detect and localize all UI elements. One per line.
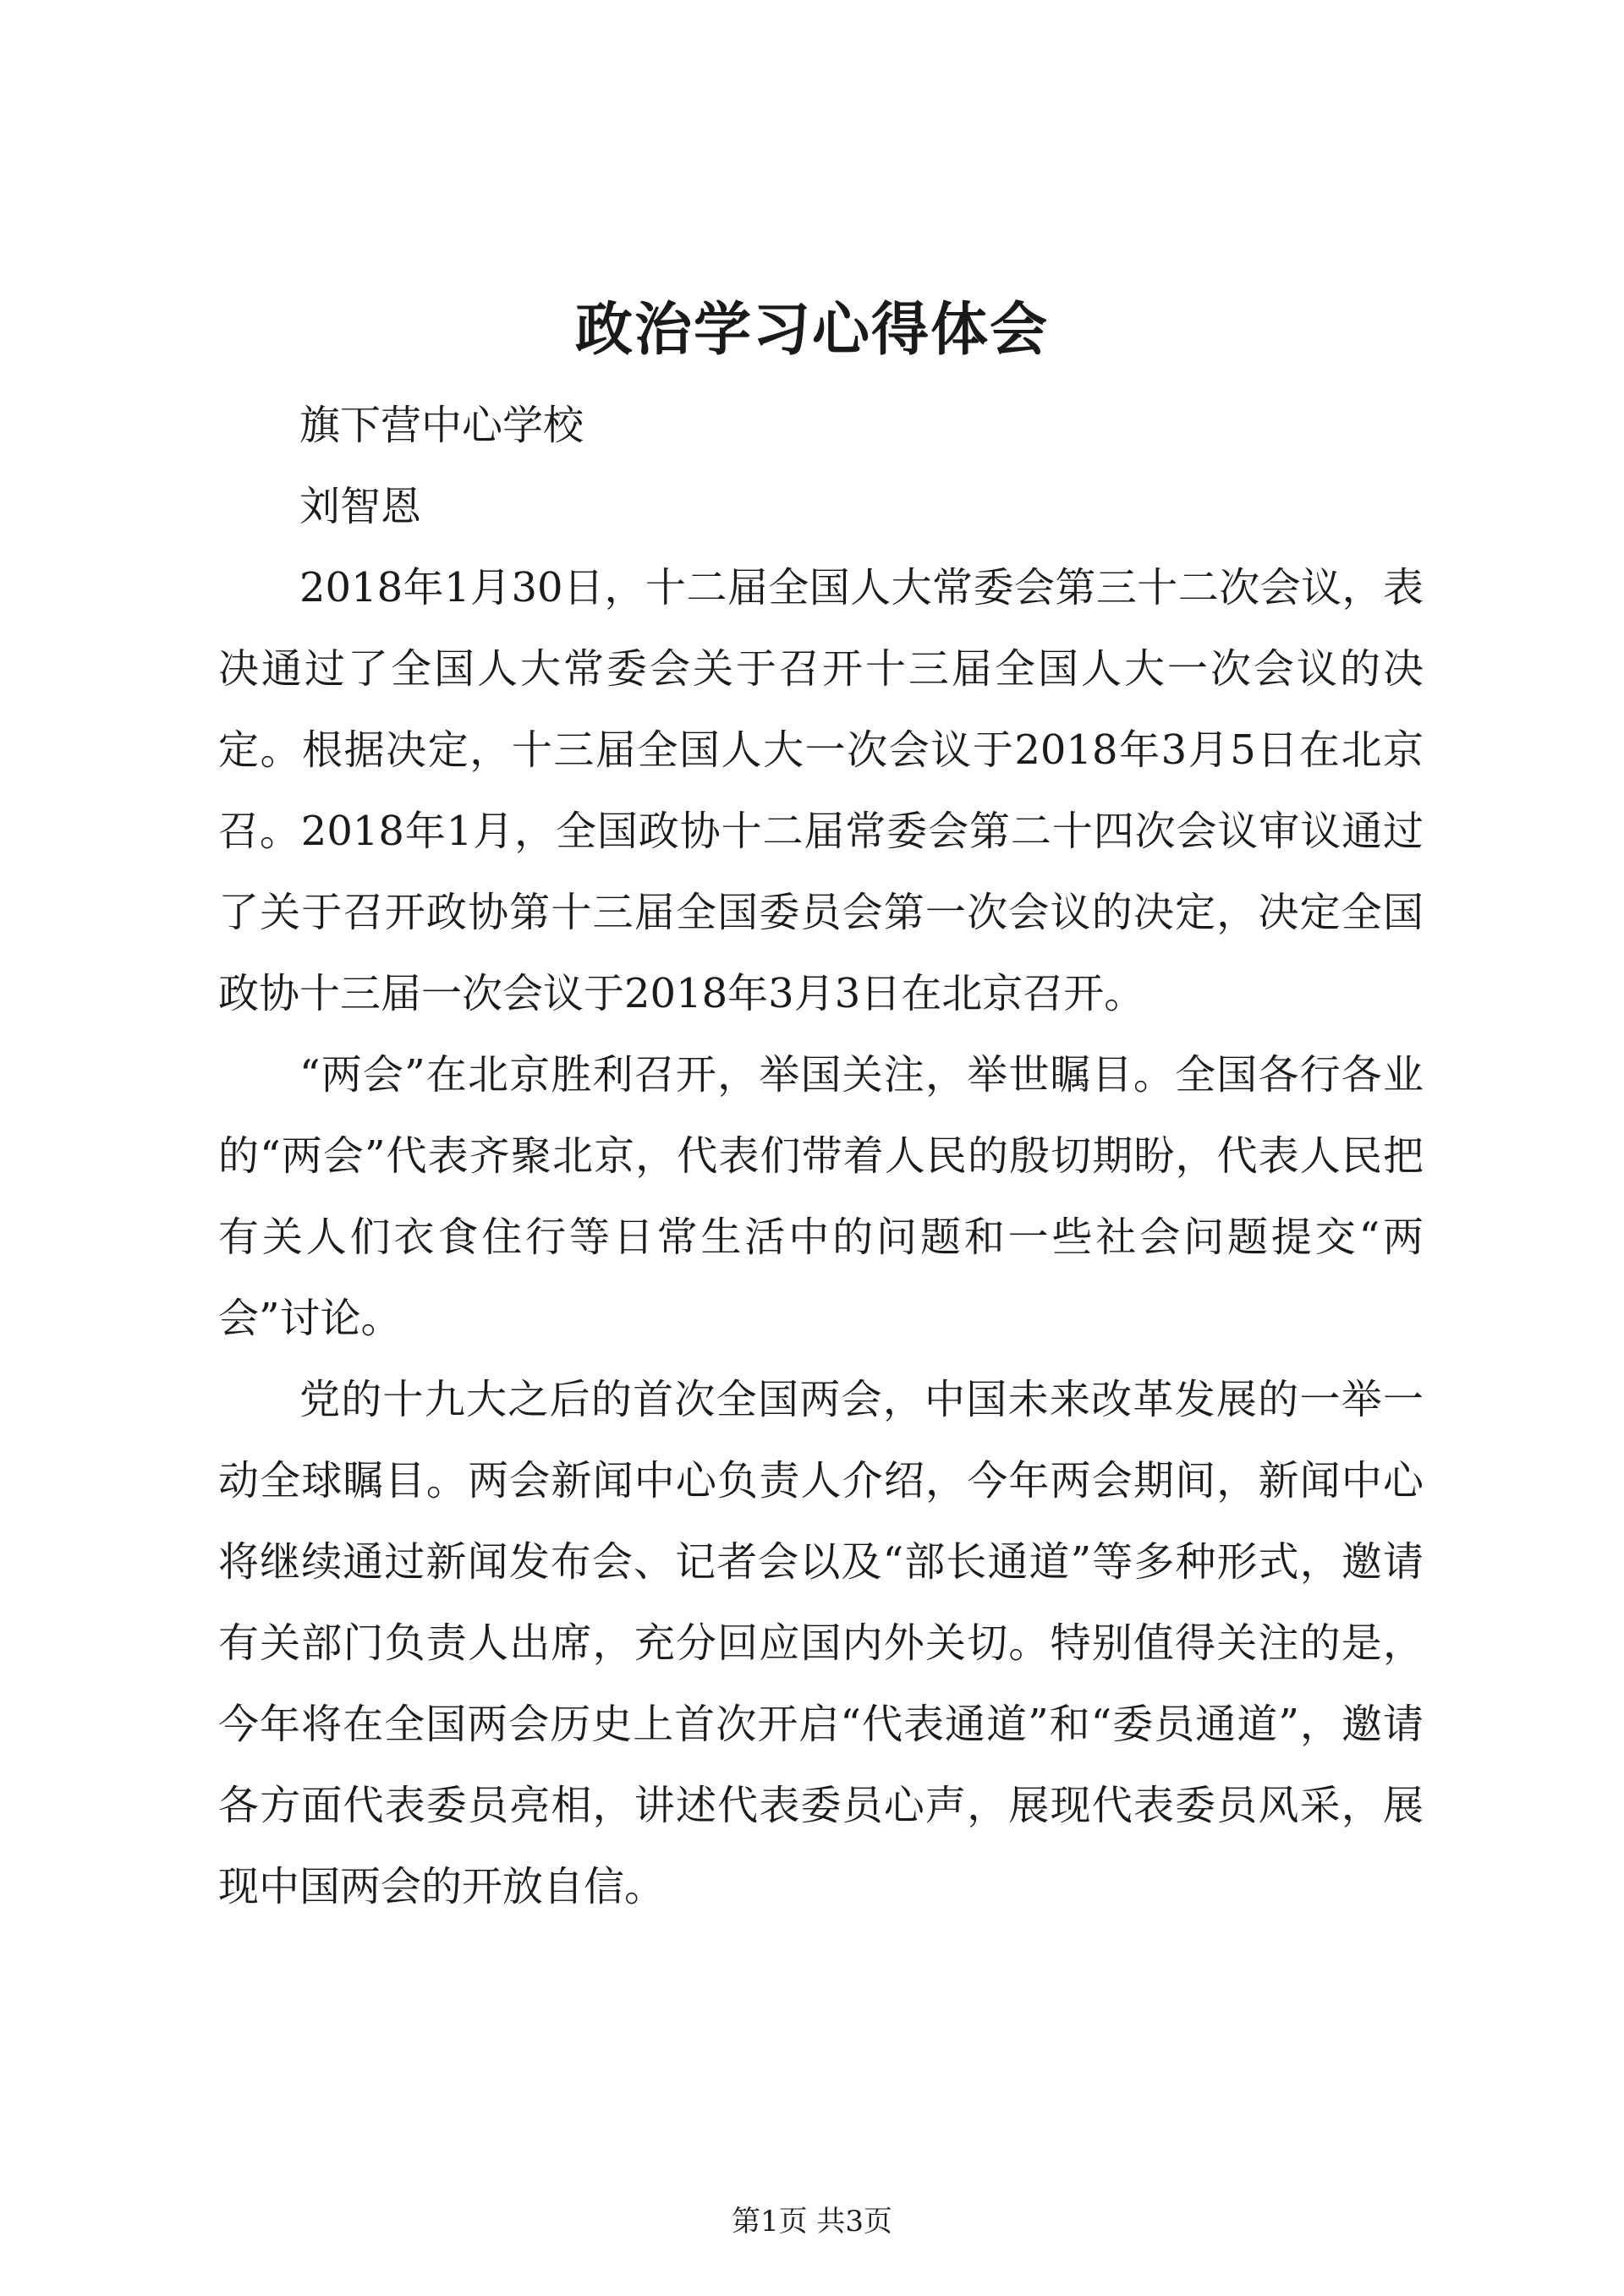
page-number-footer: 第1页 共3页: [731, 2205, 893, 2238]
paragraph-1: 2018年1月30日，十二届全国人大常委会第三十二次会议，表决通过了全国人大常委会关于召开十三届全国人大一次会议的决定。根据决定，十三届全国人大一次会议于2018年3月5日在北京召。2018年1月，全国政协十二届常委会第二十四次会议审议通过了关于召开政协第十三届全国委员会第一次会议的决定，决定全国政协十三届一次会议于2018年3月3日在北京召开。: [218, 564, 1424, 1017]
document-title: 政治学习心得体会: [574, 296, 1049, 364]
author-name: 刘智恩: [299, 483, 422, 530]
document-body: [218, 385, 1424, 1927]
school-name: 旗下营中心学校: [299, 402, 584, 449]
paragraph-2: “两会”在北京胜利召开，举国关注，举世瞩目。全国各行各业的“两会”代表齐聚北京，代表们带着人民的殷切期盼，代表人民把有关人们衣食住行等日常生活中的问题和一些社会问题提交“两会”讨论。: [218, 1051, 1424, 1342]
paragraph-3: 党的十九大之后的首次全国两会，中国未来改革发展的一举一动全球瞩目。两会新闻中心负责人介绍，今年两会期间，新闻中心将继续通过新闻发布会、记者会以及“部长通道”等多种形式，邀请有关部门负责人出席，充分回应国内外关切。特别值得关注的是，今年将在全国两会历史上首次开启“代表通道”和“委员通道”，邀请各方面代表委员亮相，讲述代表委员心声，展现代表委员风采，展现中国两会的开放自信。: [218, 1376, 1424, 1910]
